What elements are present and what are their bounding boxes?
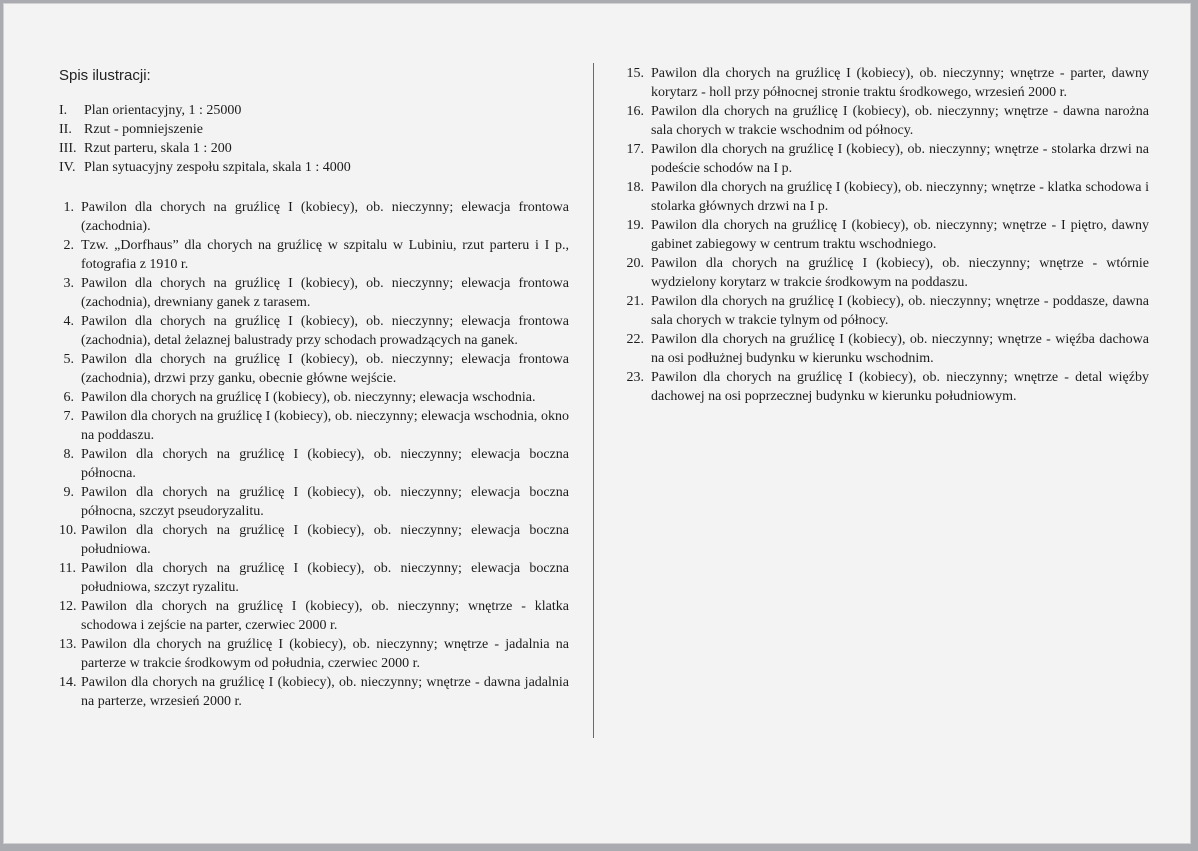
list-item [615,102,1149,140]
list-item [59,407,569,445]
list-item-text: Pawilon dla chorych na gruźlicę I (kobiecy), ob. nieczynny; wnętrze - dawna narożna sala chorych w trakcie wschodnim od północy. [651,104,1149,138]
list-item-number: 4. [63,314,74,329]
list-item-text: Pawilon dla chorych na gruźlicę I (kobiecy), ob. nieczynny; wnętrze - stolarka drzwi na podeście schodów na I p. [651,142,1149,176]
list-item [59,236,569,274]
list-item [59,312,569,350]
roman-item-text: Plan sytuacyjny zespołu szpitala, skala 1 : 4000 [84,160,351,175]
list-item-text: Pawilon dla chorych na gruźlicę I (kobiecy), ob. nieczynny; elewacja boczna południowa. [81,523,569,557]
list-item [59,350,569,388]
list-item-number: 15. [626,66,644,81]
list-item-number: 3. [63,276,74,291]
roman-item-text: Plan orientacyjny, 1 : 25000 [84,103,242,118]
list-item-text: Pawilon dla chorych na gruźlicę I (kobiecy), ob. nieczynny; elewacja boczna południowa, szczyt ryzalitu. [81,561,569,595]
list-item-number: 1. [63,200,74,215]
list-item-text: Pawilon dla chorych na gruźlicę I (kobiecy), ob. nieczynny; elewacja frontowa (zachodnia). [81,200,569,234]
list-item-number: 11. [59,561,76,576]
list-item [615,216,1149,254]
roman-item [59,120,579,139]
list-item [615,292,1149,330]
list-item [59,559,569,597]
roman-item-number: I. [59,103,68,118]
list-item-number: 6. [63,390,74,405]
list-item [59,521,569,559]
roman-item [59,158,579,177]
list-item [615,254,1149,292]
list-item-number: 7. [63,409,74,424]
list-item [59,198,569,236]
list-item-number: 16. [626,104,644,119]
illustration-list-left [59,198,569,711]
list-item [615,368,1149,406]
list-item-text: Pawilon dla chorych na gruźlicę I (kobiecy), ob. nieczynny; elewacja boczna północna, szczyt pseudoryzalitu. [81,485,569,519]
list-item [59,635,569,673]
list-item-number: 9. [63,485,74,500]
list-item-text: Pawilon dla chorych na gruźlicę I (kobiecy), ob. nieczynny; elewacja frontowa (zachodnia), detal żelaznej balustrady przy schodach prowadzących na ganek. [81,314,569,348]
list-item-number: 10. [59,523,77,538]
list-item-number: 8. [63,447,74,462]
list-item-text: Pawilon dla chorych na gruźlicę I (kobiecy), ob. nieczynny; elewacja wschodnia, okno na poddaszu. [81,409,569,443]
list-item-number: 21. [626,294,644,309]
list-item-text: Pawilon dla chorych na gruźlicę I (kobiecy), ob. nieczynny; wnętrze - dawna jadalnia na parterze, wrzesień 2000 r. [81,675,569,709]
list-item-text: Pawilon dla chorych na gruźlicę I (kobiecy), ob. nieczynny; wnętrze - detal więźby dachowej na osi poprzecznej budynku w kierunku południowym. [651,370,1149,404]
list-item [615,178,1149,216]
roman-list [59,101,579,177]
roman-item-number: II. [59,122,72,137]
roman-item-text: Rzut - pomniejszenie [84,122,203,137]
list-item [59,445,569,483]
list-item-text: Pawilon dla chorych na gruźlicę I (kobiecy), ob. nieczynny; wnętrze - więźba dachowa na osi podłużnej budynku w kierunku wschodnim. [651,332,1149,366]
list-item-text: Pawilon dla chorych na gruźlicę I (kobiecy), ob. nieczynny; wnętrze - klatka schodowa i zejście na parter, czerwiec 2000 r. [81,599,569,633]
list-item-text: Pawilon dla chorych na gruźlicę I (kobiecy), ob. nieczynny; elewacja wschodnia. [81,390,536,405]
list-item [59,673,569,711]
column-divider [593,63,594,738]
list-item-text: Pawilon dla chorych na gruźlicę I (kobiecy), ob. nieczynny; wnętrze - wtórnie wydzielony korytarz w trakcie środkowym na poddaszu. [651,256,1149,290]
document-page [3,3,1191,844]
list-item-number: 13. [59,637,77,652]
list-item-text: Pawilon dla chorych na gruźlicę I (kobiecy), ob. nieczynny; wnętrze - klatka schodowa i stolarka głównych drzwi na I p. [651,180,1149,214]
roman-item [59,101,579,120]
roman-item-number: III. [59,141,77,156]
list-item [59,388,569,407]
list-item [615,140,1149,178]
list-item-text: Pawilon dla chorych na gruźlicę I (kobiecy), ob. nieczynny; wnętrze - poddasze, dawna sala chorych w trakcie tylnym od północy. [651,294,1149,328]
roman-item-text: Rzut parteru, skala 1 : 200 [84,141,232,156]
list-item-text: Pawilon dla chorych na gruźlicę I (kobiecy), ob. nieczynny; wnętrze - I piętro, dawny gabinet zabiegowy w centrum traktu wschodniego. [651,218,1149,252]
list-item-text: Tzw. „Dorfhaus” dla chorych na gruźlicę w szpitalu w Lubiniu, rzut parteru i I p., fotografia z 1910 r. [81,238,569,272]
list-item [615,64,1149,102]
list-item-number: 17. [626,142,644,157]
list-item-text: Pawilon dla chorych na gruźlicę I (kobiecy), ob. nieczynny; elewacja frontowa (zachodnia), drewniany ganek z tarasem. [81,276,569,310]
list-item-number: 18. [626,180,644,195]
list-item [59,274,569,312]
list-item-number: 23. [626,370,644,385]
list-item [59,597,569,635]
list-item-text: Pawilon dla chorych na gruźlicę I (kobiecy), ob. nieczynny; wnętrze - jadalnia na parterze w trakcie środkowym od południa, czerwiec 2000 r. [81,637,569,671]
roman-item [59,139,579,158]
list-item-number: 20. [626,256,644,271]
list-item-text: Pawilon dla chorych na gruźlicę I (kobiecy), ob. nieczynny; elewacja frontowa (zachodnia), drzwi przy ganku, obecnie główne wejście. [81,352,569,386]
list-item-text: Pawilon dla chorych na gruźlicę I (kobiecy), ob. nieczynny; elewacja boczna północna. [81,447,569,481]
list-item [615,330,1149,368]
list-item-number: 5. [63,352,74,367]
roman-item-number: IV. [59,160,76,175]
list-item [59,483,569,521]
page-heading: Spis ilustracji: [59,67,151,84]
list-item-number: 12. [59,599,77,614]
list-item-number: 14. [59,675,77,690]
list-item-number: 2. [63,238,74,253]
list-item-number: 22. [626,332,644,347]
illustration-list-right [615,64,1149,406]
list-item-text: Pawilon dla chorych na gruźlicę I (kobiecy), ob. nieczynny; wnętrze - parter, dawny korytarz - holl przy północnej stronie traktu środkowego, wrzesień 2000 r. [651,66,1149,100]
list-item-number: 19. [626,218,644,233]
